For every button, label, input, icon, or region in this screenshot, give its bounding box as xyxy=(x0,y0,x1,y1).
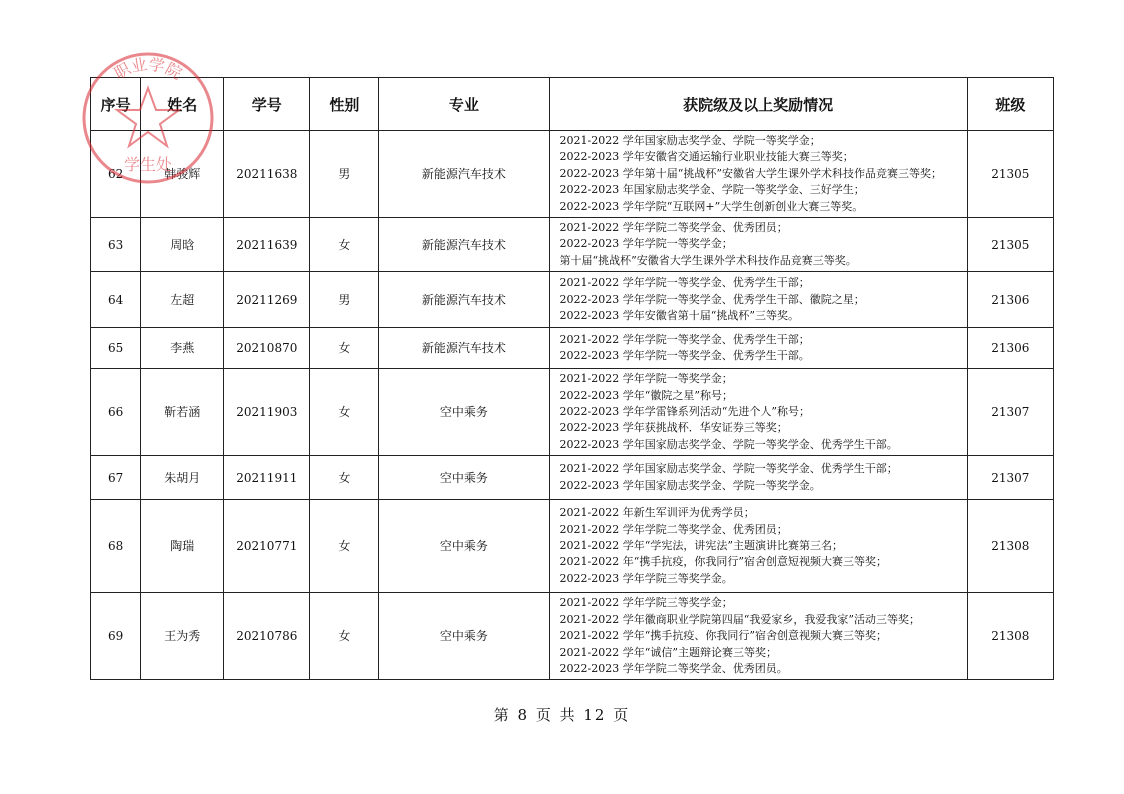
table-row xyxy=(91,328,1054,369)
cell-name: 左超 xyxy=(141,272,224,328)
cell-class: 21305 xyxy=(967,131,1053,218)
award-line: 2021-2022 年“携手抗疫，你我同行”宿舍创意短视频大赛三等奖； xyxy=(559,555,887,569)
header-class: 班级 xyxy=(967,78,1053,131)
table-row xyxy=(91,218,1054,272)
cell-major: 空中乘务 xyxy=(379,500,549,593)
award-line: 2021-2022 学年学院二等奖学金、优秀团员； xyxy=(559,522,788,536)
award-line: 2021-2022 学年“学宪法，讲宪法”主题演讲比赛第三名； xyxy=(559,539,843,553)
cell-student-id: 20211903 xyxy=(224,369,310,456)
header-id: 学号 xyxy=(224,78,310,131)
cell-name: 陶瑞 xyxy=(141,500,224,593)
table-row xyxy=(91,593,1054,680)
cell-major: 空中乘务 xyxy=(379,369,549,456)
cell-student-id: 20210786 xyxy=(224,593,310,680)
award-line: 2022-2023 学年“徽院之星”称号； xyxy=(559,388,733,402)
cell-class: 21308 xyxy=(967,593,1053,680)
table-header-row xyxy=(91,78,1054,131)
header-no: 序号 xyxy=(91,78,141,131)
award-line: 2021-2022 学年国家励志奖学金、学院一等奖学金； xyxy=(559,134,821,147)
award-line: 2021-2022 学年“诚信”主题辩论赛三等奖； xyxy=(559,645,777,659)
award-line: 2021-2022 学年学院一等奖学金、优秀学生干部； xyxy=(559,332,810,346)
award-line: 2022-2023 学年第十届“挑战杯”安徽省大学生课外学术科技作品竞赛三等奖； xyxy=(559,166,942,180)
table-row xyxy=(91,456,1054,500)
award-line: 2022-2023 学年学院一等奖学金、优秀学生干部。 xyxy=(559,349,810,363)
cell-no: 67 xyxy=(91,456,141,500)
table-row xyxy=(91,500,1054,593)
cell-major: 新能源汽车技术 xyxy=(379,328,549,369)
cell-no: 63 xyxy=(91,218,141,272)
cell-major: 新能源汽车技术 xyxy=(379,272,549,328)
cell-gender: 女 xyxy=(310,328,379,369)
cell-gender: 男 xyxy=(310,131,379,218)
cell-student-id: 20210870 xyxy=(224,328,310,369)
award-line: 2022-2023 学年学雷锋系列活动“先进个人”称号； xyxy=(559,405,810,419)
award-line: 2021-2022 学年“携手抗疫、你我同行”宿舍创意视频大赛三等奖； xyxy=(559,629,887,643)
table-row xyxy=(91,369,1054,456)
cell-no: 66 xyxy=(91,369,141,456)
award-line: 2022-2023 学年安徽省第十届“挑战杯”三等奖。 xyxy=(559,308,799,322)
svg-text:职业学院: 职业学院 xyxy=(110,54,186,84)
header-awards: 获院级及以上奖励情况 xyxy=(549,78,967,131)
header-name: 姓名 xyxy=(141,78,224,131)
cell-no: 68 xyxy=(91,500,141,593)
cell-name: 韩骏辉 xyxy=(141,131,224,218)
cell-no: 62 xyxy=(91,131,141,218)
cell-class: 21305 xyxy=(967,218,1053,272)
cell-awards xyxy=(549,272,967,328)
header-major: 专业 xyxy=(379,78,549,131)
cell-gender: 女 xyxy=(310,369,379,456)
award-line: 2022-2023 学年国家励志奖学金、学院一等奖学金。 xyxy=(559,478,821,492)
cell-major: 新能源汽车技术 xyxy=(379,218,549,272)
cell-awards xyxy=(549,369,967,456)
cell-name: 朱胡月 xyxy=(141,456,224,500)
cell-student-id: 20211638 xyxy=(224,131,310,218)
cell-major: 空中乘务 xyxy=(379,593,549,680)
cell-awards xyxy=(549,500,967,593)
cell-awards xyxy=(549,328,967,369)
cell-gender: 女 xyxy=(310,218,379,272)
cell-student-id: 20211911 xyxy=(224,456,310,500)
award-line: 第十届“挑战杯”安徽省大学生课外学术科技作品竞赛三等奖。 xyxy=(559,253,857,267)
cell-class: 21307 xyxy=(967,369,1053,456)
cell-awards xyxy=(549,218,967,272)
award-line: 2022-2023 学年安徽省交通运输行业职业技能大赛三等奖； xyxy=(559,150,854,164)
award-line: 2021-2022 年新生军训评为优秀学员； xyxy=(559,506,755,520)
cell-name: 周晗 xyxy=(141,218,224,272)
header-gender: 性别 xyxy=(310,78,379,131)
cell-class: 21306 xyxy=(967,272,1053,328)
award-line: 2021-2022 学年国家励志奖学金、学院一等奖学金、优秀学生干部； xyxy=(559,462,898,476)
awards-table xyxy=(90,77,1054,680)
cell-student-id: 20210771 xyxy=(224,500,310,593)
cell-class: 21308 xyxy=(967,500,1053,593)
cell-no: 69 xyxy=(91,593,141,680)
cell-name: 王为秀 xyxy=(141,593,224,680)
svg-text:学生处: 学生处 xyxy=(123,155,173,174)
cell-gender: 女 xyxy=(310,593,379,680)
award-line: 2022-2023 学年学院一等奖学金； xyxy=(559,237,733,251)
award-line: 2021-2022 学年学院二等奖学金、优秀团员； xyxy=(559,221,788,235)
award-line: 2021-2022 学年学院一等奖学金、优秀学生干部； xyxy=(559,276,810,290)
table-body xyxy=(91,131,1054,680)
award-line: 2022-2023 学年学院一等奖学金、优秀学生干部、徽院之星； xyxy=(559,292,865,306)
page-number: 第 8 页 共 12 页 xyxy=(493,706,631,724)
cell-no: 65 xyxy=(91,328,141,369)
award-line: 2022-2023 学年学院三等奖学金。 xyxy=(559,571,733,585)
cell-major: 空中乘务 xyxy=(379,456,549,500)
award-line: 2021-2022 学年学院一等奖学金； xyxy=(559,372,733,386)
cell-gender: 女 xyxy=(310,456,379,500)
cell-class: 21307 xyxy=(967,456,1053,500)
cell-awards xyxy=(549,456,967,500)
cell-name: 靳若涵 xyxy=(141,369,224,456)
cell-awards xyxy=(549,131,967,218)
award-line: 2022-2023 年国家励志奖学金、学院一等奖学金、三好学生； xyxy=(559,183,865,197)
cell-class: 21306 xyxy=(967,328,1053,369)
cell-major: 新能源汽车技术 xyxy=(379,131,549,218)
cell-student-id: 20211269 xyxy=(224,272,310,328)
award-line: 2021-2022 学年学院三等奖学金； xyxy=(559,596,733,610)
cell-gender: 女 xyxy=(310,500,379,593)
award-line: 2022-2023 学年学院“互联网+”大学生创新创业大赛三等奖。 xyxy=(559,199,864,213)
award-line: 2022-2023 学年学院二等奖学金、优秀团员。 xyxy=(559,661,788,675)
award-line: 2022-2023 学年获挑战杯．华安证券三等奖； xyxy=(559,421,788,435)
cell-gender: 男 xyxy=(310,272,379,328)
cell-student-id: 20211639 xyxy=(224,218,310,272)
table-row xyxy=(91,272,1054,328)
award-line: 2022-2023 学年国家励志奖学金、学院一等奖学金、优秀学生干部。 xyxy=(559,437,898,451)
award-line: 2021-2022 学年徽商职业学院第四届“我爱家乡，我爱我家”活动三等奖； xyxy=(559,612,920,626)
cell-no: 64 xyxy=(91,272,141,328)
cell-name: 李燕 xyxy=(141,328,224,369)
cell-awards xyxy=(549,593,967,680)
table-row xyxy=(91,131,1054,218)
